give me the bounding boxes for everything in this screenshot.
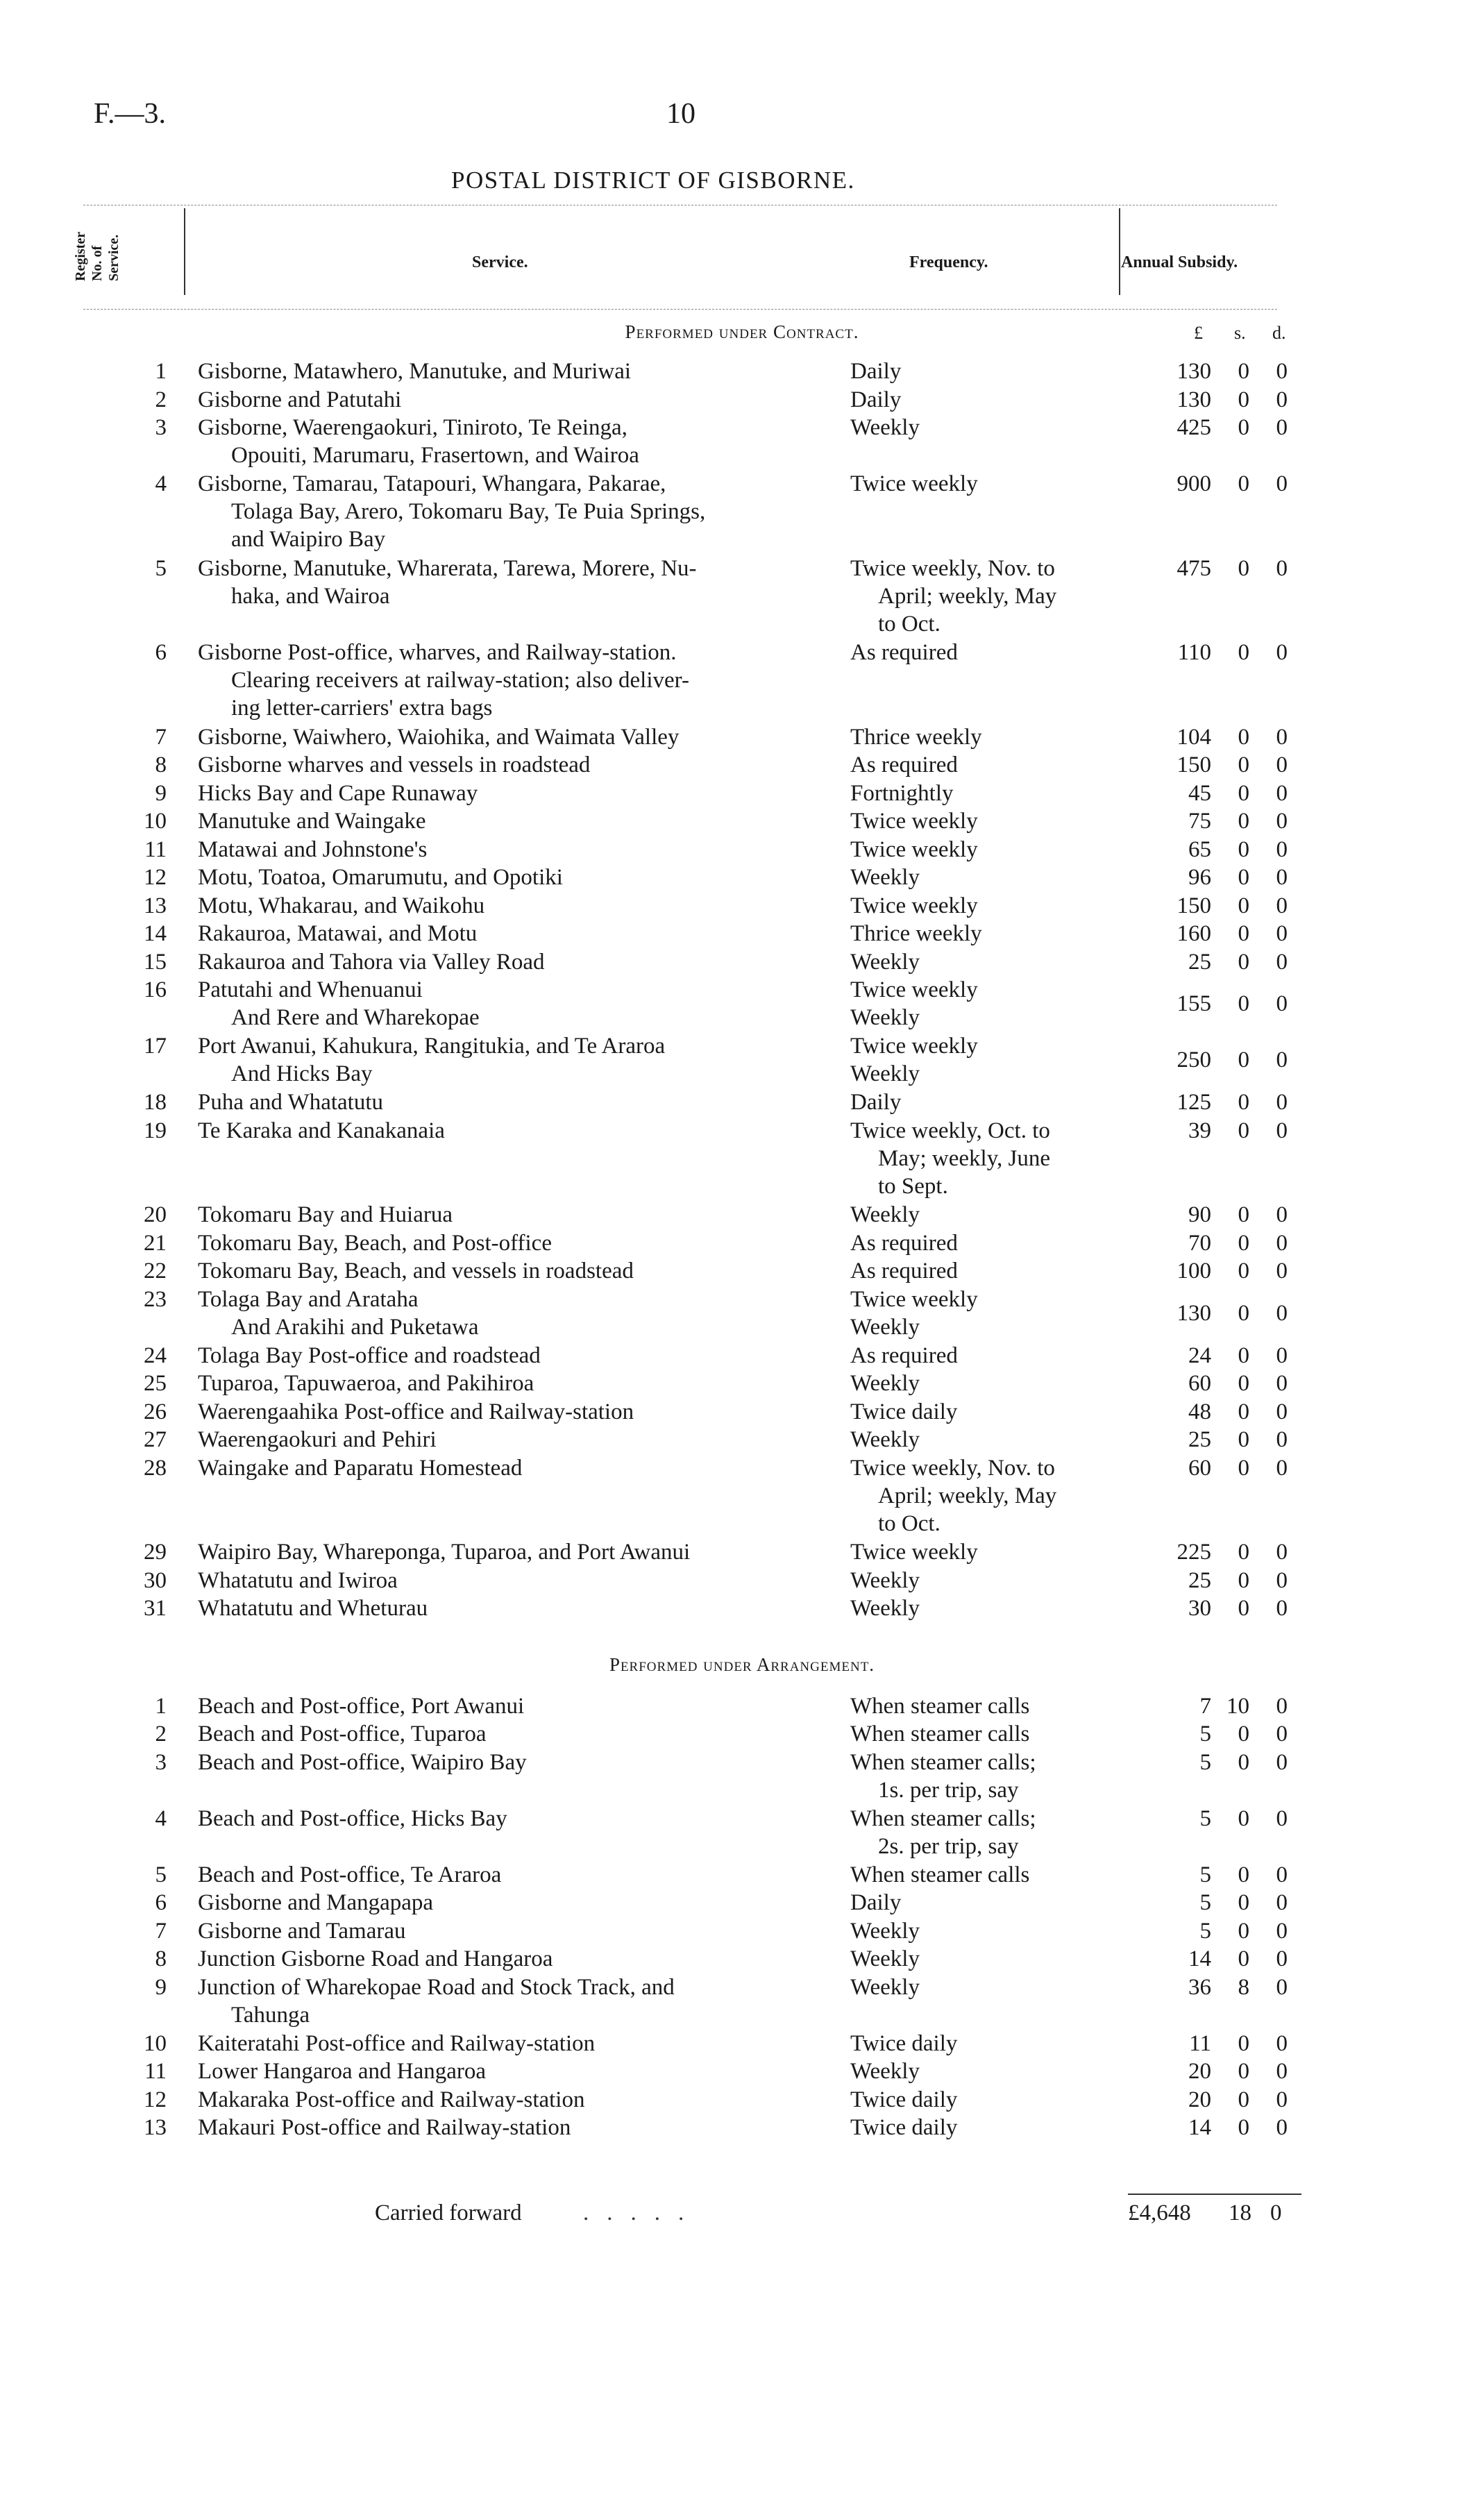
- frequency: Daily: [850, 387, 902, 412]
- subsidy-column-header: Annual Subsidy.: [1121, 253, 1238, 271]
- frequency: Weekly: [850, 1427, 920, 1452]
- register-number: 8: [155, 1946, 167, 1971]
- frequency: Twice weekly, Oct. to May; weekly, June to Sept.: [850, 1118, 1051, 1199]
- frequency: Twice weekly Weekly: [850, 977, 978, 1030]
- frequency: When steamer calls: [850, 1693, 1030, 1719]
- frequency: Weekly: [850, 1946, 920, 1971]
- frequency: Weekly: [850, 1974, 920, 2000]
- section-heading-contract: Performed under Contract.: [625, 321, 859, 342]
- frequency: As required: [850, 640, 958, 665]
- register-number: 10: [144, 2030, 167, 2056]
- frequency: As required: [850, 752, 958, 777]
- service-description: Beach and Post-office, Port Awanui: [198, 1693, 525, 1719]
- register-number: 17: [144, 1034, 167, 1059]
- register-number: 4: [155, 471, 167, 496]
- frequency: Weekly: [850, 415, 920, 440]
- service-description: Hicks Bay and Cape Runaway: [198, 780, 478, 806]
- frequency: When steamer calls: [850, 1862, 1030, 1887]
- frequency: As required: [850, 1342, 958, 1368]
- service-description: Manutuke and Waingake: [198, 809, 426, 834]
- service-description: Lower Hangaroa and Hangaroa: [198, 2059, 487, 2084]
- page-number: 10: [666, 98, 695, 130]
- service-description: Gisborne Post-office, wharves, and Railway-station. Clearing receivers at railway-station; also deliver- ing letter-carriers' extra bags: [198, 640, 689, 721]
- register-number: 5: [155, 1862, 167, 1887]
- service-description: Rakauroa, Matawai, and Motu: [198, 921, 478, 946]
- service-description: Motu, Whakarau, and Waikohu: [198, 893, 485, 918]
- total-shillings: 18: [1229, 2200, 1251, 2225]
- section-heading-arrangement: Performed under Arrangement.: [609, 1653, 875, 1675]
- table-column-headers: [73, 198, 1277, 309]
- service-description: Tokomaru Bay and Huiarua: [198, 1202, 453, 1227]
- register-number: 22: [144, 1258, 167, 1283]
- register-number: 9: [155, 780, 167, 806]
- frequency: When steamer calls: [850, 1722, 1030, 1746]
- register-number: 20: [144, 1202, 167, 1227]
- frequency: Twice weekly Weekly: [850, 1286, 978, 1340]
- total-pence: 0: [1270, 2200, 1282, 2225]
- service-description: Gisborne, Waiwhero, Waiohika, and Waimata Valley: [198, 724, 680, 750]
- service-description: Tokomaru Bay, Beach, and Post-office: [198, 1230, 552, 1256]
- service-description: Te Karaka and Kanakanaia: [198, 1118, 445, 1143]
- register-number: 12: [144, 2087, 167, 2112]
- frequency: Twice daily: [850, 2115, 958, 2140]
- frequency: Weekly: [850, 1371, 920, 1396]
- frequency: Weekly: [850, 865, 920, 890]
- service-description: Rakauroa and Tahora via Valley Road: [198, 949, 545, 975]
- register-number: 24: [144, 1342, 167, 1368]
- service-description: Whatatutu and Iwiroa: [198, 1567, 398, 1593]
- leader-dots: .....: [583, 2200, 702, 2225]
- register-number: 13: [144, 2115, 167, 2140]
- pounds-header: £: [1194, 323, 1203, 343]
- register-number: 12: [144, 865, 167, 890]
- frequency: Weekly: [850, 2059, 920, 2084]
- register-number: 1: [155, 359, 167, 384]
- service-description: Tokomaru Bay, Beach, and vessels in roadstead: [198, 1258, 634, 1283]
- frequency: Twice weekly: [850, 836, 978, 862]
- service-column-header: Service.: [472, 253, 528, 271]
- register-number: 18: [144, 1090, 167, 1115]
- service-description: Gisborne, Tamarau, Tatapouri, Whangara, Pakarae, Tolaga Bay, Arero, Tokomaru Bay, Te Puia Springs, and Waipiro Bay: [198, 471, 706, 552]
- shillings-header: s.: [1234, 323, 1246, 343]
- pence-header: d.: [1272, 323, 1286, 343]
- service-description: Beach and Post-office, Waipiro Bay: [198, 1749, 527, 1775]
- service-description: Gisborne and Tamarau: [198, 1918, 406, 1944]
- register-number: 15: [144, 949, 167, 975]
- service-description: Gisborne, Waerengaokuri, Tiniroto, Te Reinga, Opouiti, Marumaru, Frasertown, and Wairoa: [198, 415, 639, 468]
- register-number: 9: [155, 1974, 167, 2000]
- register-number: 28: [144, 1455, 167, 1481]
- register-number: 3: [155, 1749, 167, 1775]
- service-description: Makaraka Post-office and Railway-station: [198, 2087, 585, 2112]
- header-divider: [184, 208, 185, 295]
- frequency: Weekly: [850, 949, 920, 975]
- header-bottom-rule: [83, 309, 1277, 310]
- frequency: Twice weekly, Nov. to April; weekly, May to Oct.: [850, 555, 1057, 637]
- service-description: Waipiro Bay, Whareponga, Tuparoa, and Port Awanui: [198, 1540, 691, 1565]
- frequency: Daily: [850, 1090, 902, 1115]
- report-reference: F.—3.: [94, 98, 166, 130]
- carried-forward-label: Carried forward: [375, 2200, 522, 2225]
- register-number: 3: [155, 415, 167, 440]
- register-number: 10: [144, 809, 167, 834]
- service-description: Waerengaahika Post-office and Railway-station: [198, 1399, 634, 1424]
- register-column-header: Register No. of Service.: [73, 231, 121, 281]
- service-description: Gisborne, Matawhero, Manutuke, and Muriwai: [198, 359, 632, 384]
- frequency: When steamer calls; 2s. per trip, say: [850, 1805, 1036, 1859]
- page-title: POSTAL DISTRICT OF GISBORNE.: [451, 167, 855, 194]
- register-number: 6: [155, 640, 167, 665]
- register-number: 2: [155, 387, 167, 412]
- register-number: 19: [144, 1118, 167, 1143]
- service-description: Beach and Post-office, Tuparoa: [198, 1722, 487, 1746]
- register-number: 14: [144, 921, 167, 946]
- register-number: 6: [155, 1890, 167, 1915]
- register-number: 25: [144, 1371, 167, 1396]
- frequency: Daily: [850, 359, 902, 384]
- service-description: Beach and Post-office, Te Araroa: [198, 1862, 502, 1887]
- document-page: F.—3. 10 POSTAL DISTRICT OF GISBORNE. Register No. of Service. Service. Frequency. Annual Subsidy. Performed under Contract. £ s. d. 1 Gisborne, Matawhero, Manutuke, and Muriwai Daily 130 0 0 2 Gisborne and Patutahi Daily 130 0 0 3 Gisborne, Waerengaokuri, Tiniroto, Te Reinga, Opouiti, Marumaru, Frasertown, and Wairoa Weekly 425 0 0 4 Gisborne, Tamarau, Tatapouri, Whangara, Pakarae, Tolaga Bay, Arero, Tokomaru Bay, Te Puia Springs, and Waipiro Bay Twice weekly 900 0 0 5 Gisborne, Manutuke, Wharerata, Tarewa, Morere, Nu- haka, and Wairoa Twice weekly, Nov. to April; weekly, May to Oct. 475 0 0 6 Gisborne Post-office, wharves, and Railway-station. Clearing receivers at railway-station; also deliver- ing letter-carriers' extra bags As required 110 0 0 7 Gisborne, Waiwhero, Waiohika, and Waimata Valley Thrice weekly 104 0 0 8 Gisborne wharves and vessels in roadstead As required 150 0 0 9 Hicks Bay and Cape Runaway Fortnightly 45 0 0 10 Manutuke and Waingake Twice weekly 75 0 0 11 Matawai and Johnstone's Twice weekly 65 0 0 12 Motu, Toatoa, Omarumutu, and Opotiki Weekly 96 0 0 13 Motu, Whakarau, and Waikohu Twice weekly 150 0 0 14 Rakauroa, Matawai, and Motu Thrice weekly 160 0 0 15 Rakauroa and Tahora via Valley Road Weekly 25 0 0 16 Patutahi and Whenuanui And Rere and Wharekopae Twice weekly Weekly 155 0 0 17 Port Awanui, Kahukura, Rangitukia, and Te Araroa And Hicks Bay Twice weekly Weekly 250 0 0 18 Puha and Whatatutu Daily 125 0 0 19 Te Karaka and Kanakanaia Twice weekly, Oct. to May; weekly, June to Sept. 39 0 0 20 Tokomaru Bay and Huiarua Weekly 90 0 0 21 Tokomaru Bay, Beach, and Post-office As required 70 0 0 22 Tokomaru Bay, Beach, and vessels in roadstead As required 100 0 0 23 Tolaga Bay and Arataha And Arakihi and Puketawa Twice weekly Weekly 130 0 0 24 Tolaga Bay Post-office and roadstead As required 24 0 0 25 Tuparoa, Tapuwaeroa, and Pakihiroa Weekly 60 0 0 26 Waerengaahika Post-office and Railway-station Twice daily 48 0 0 27 Waerengaokuri and Pehiri Weekly 25 0 0 28 Waingake and Paparatu Homestead Twice weekly, Nov. to April; weekly, May to Oct. 60 0 0 29 Waipiro Bay, Whareponga, Tuparoa, and Port Awanui Twice weekly 225 0 0 30 Whatatutu and Iwiroa Weekly 25 0 0 31 Whatatutu and Wheturau Weekly 30 0 0 Performed under Arrangement. 1 Beach and Post-office, Port Awanui When steamer calls 7 10 0 2 Beach and Post-office, Tuparoa When steamer calls 5 0 0 3 Beach and Post-office, Waipiro Bay When steamer calls; 1s. per trip, say 5 0 0 4 Beach and Post-office, Hicks Bay When steamer calls; 2s. per trip, say 5 0 0 5 Beach and Post-office, Te Araroa When steamer calls 5 0 0 6 Gisborne and Mangapapa Daily 5 0 0 7 Gisborne and Tamarau Weekly 5 0 0 8 Junction Gisborne Road and Hangaroa Weekly 14 0 0 9 Junction of Wharekopae Road and Stock Track, and Tahunga Weekly 36 8 0 10 Kaiteratahi Post-office and Railway-station Twice daily 11 0 0 11 Lower Hangaroa and Hangaroa Weekly 20 0 0 12 Makaraka Post-office and Railway-station Twice daily 20 0 0 13 Makauri Post-office and Railway-station Twice daily 14 0 0 Carried forward ..... £4,648 18 0: [0, 0, 1484, 2517]
- frequency: Fortnightly: [850, 780, 954, 806]
- frequency: Twice weekly, Nov. to April; weekly, May to Oct.: [850, 1455, 1057, 1536]
- register-number: 30: [144, 1567, 167, 1593]
- service-description: Tolaga Bay and Arataha And Arakihi and Puketawa: [198, 1286, 479, 1340]
- frequency: Weekly: [850, 1596, 920, 1621]
- service-description: Matawai and Johnstone's: [198, 836, 428, 862]
- frequency: When steamer calls; 1s. per trip, say: [850, 1749, 1036, 1803]
- service-description: Junction Gisborne Road and Hangaroa: [198, 1946, 553, 1971]
- frequency: Twice weekly: [850, 471, 978, 496]
- service-description: Tolaga Bay Post-office and roadstead: [198, 1342, 541, 1368]
- frequency: Weekly: [850, 1567, 920, 1593]
- service-description: Waerengaokuri and Pehiri: [198, 1427, 437, 1452]
- frequency: Twice daily: [850, 2087, 958, 2112]
- frequency: Twice weekly Weekly: [850, 1034, 978, 1086]
- register-number: 7: [155, 724, 167, 750]
- register-number: 26: [144, 1399, 167, 1424]
- register-number: 5: [155, 555, 167, 581]
- frequency: Twice weekly: [850, 1540, 978, 1565]
- frequency: As required: [850, 1230, 958, 1256]
- service-description: Patutahi and Whenuanui And Rere and Wharekopae: [198, 977, 480, 1030]
- service-description: Port Awanui, Kahukura, Rangitukia, and Te Araroa And Hicks Bay: [198, 1034, 666, 1086]
- frequency: Thrice weekly: [850, 724, 982, 750]
- service-description: Junction of Wharekopae Road and Stock Track, and Tahunga: [198, 1974, 675, 2028]
- register-number: 23: [144, 1286, 167, 1312]
- service-description: Whatatutu and Wheturau: [198, 1596, 428, 1621]
- register-number: 7: [155, 1918, 167, 1944]
- header-divider: [1119, 208, 1120, 295]
- frequency: Thrice weekly: [850, 921, 982, 946]
- frequency: As required: [850, 1258, 958, 1283]
- frequency: Twice weekly: [850, 809, 978, 834]
- register-number: 29: [144, 1540, 167, 1565]
- service-description: Waingake and Paparatu Homestead: [198, 1455, 523, 1481]
- register-number: 11: [144, 2059, 167, 2084]
- frequency: Daily: [850, 1890, 902, 1915]
- service-description: Makauri Post-office and Railway-station: [198, 2115, 571, 2140]
- service-description: Gisborne, Manutuke, Wharerata, Tarewa, Morere, Nu- haka, and Wairoa: [198, 555, 697, 609]
- register-number: 1: [155, 1693, 167, 1719]
- service-description: Gisborne wharves and vessels in roadstead: [198, 752, 591, 777]
- register-number: 13: [144, 893, 167, 918]
- frequency: Twice weekly: [850, 893, 978, 918]
- service-description: Kaiteratahi Post-office and Railway-station: [198, 2030, 596, 2056]
- frequency: Weekly: [850, 1202, 920, 1227]
- register-number: 8: [155, 752, 167, 777]
- service-description: Gisborne and Mangapapa: [198, 1890, 434, 1915]
- register-number: 27: [144, 1427, 167, 1452]
- total-pounds: £4,648: [1128, 2200, 1191, 2225]
- service-description: Tuparoa, Tapuwaeroa, and Pakihiroa: [198, 1371, 534, 1396]
- frequency: Weekly: [850, 1918, 920, 1944]
- register-number: 2: [155, 1722, 167, 1746]
- register-number: 16: [144, 977, 167, 1002]
- service-description: Puha and Whatatutu: [198, 1090, 383, 1115]
- service-description: Beach and Post-office, Hicks Bay: [198, 1805, 507, 1831]
- register-number: 31: [144, 1596, 167, 1621]
- service-description: Gisborne and Patutahi: [198, 387, 402, 412]
- frequency: Twice daily: [850, 2030, 958, 2056]
- register-number: 4: [155, 1805, 167, 1831]
- register-number: 21: [144, 1230, 167, 1256]
- service-description: Motu, Toatoa, Omarumutu, and Opotiki: [198, 865, 563, 890]
- register-number: 11: [144, 836, 167, 862]
- frequency-column-header: Frequency.: [909, 253, 988, 271]
- total-rule: [1128, 2194, 1301, 2195]
- frequency: Twice daily: [850, 1399, 958, 1424]
